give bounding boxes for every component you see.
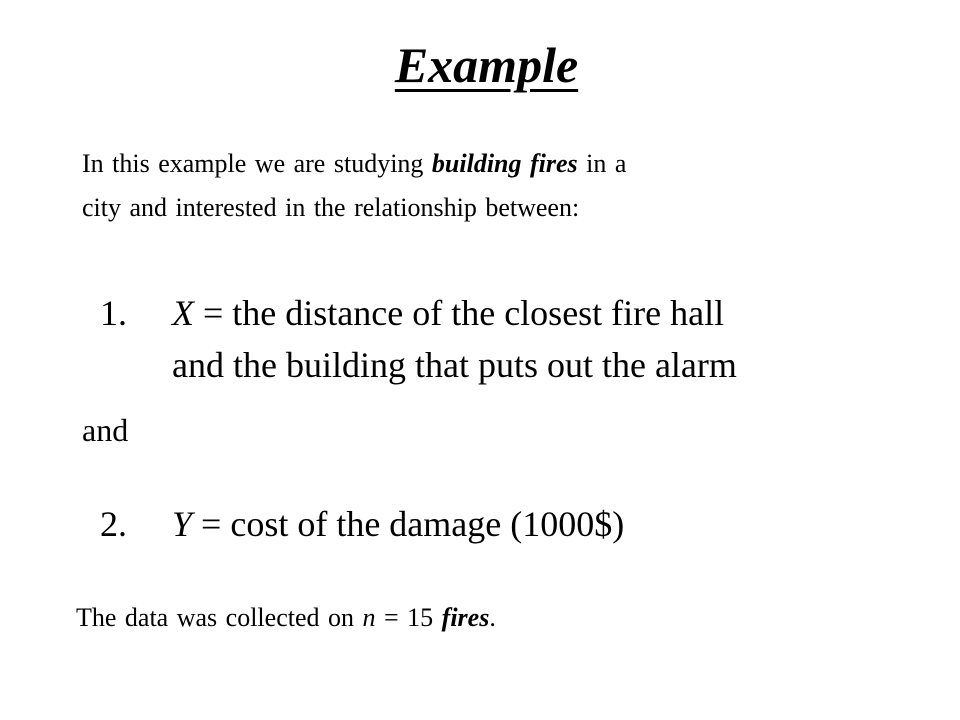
list-item-number: 2.: [100, 504, 127, 544]
list-item-x: [100, 287, 900, 397]
footer-note: [76, 598, 496, 638]
list-item-definition: = the distance of the closest fire hall: [194, 293, 725, 333]
variable-x: X: [172, 293, 194, 333]
variable-y: Y: [172, 504, 193, 544]
list-item-y: [100, 498, 900, 554]
list-item-definition-line2: and the building that puts out the alarm: [172, 345, 737, 385]
list-item-body: [172, 287, 737, 391]
connector-text: and: [82, 412, 129, 448]
footer-emphasis: fires: [441, 603, 490, 632]
footer-text-start: The data was collected on: [76, 603, 363, 632]
intro-emphasis: building fires: [431, 149, 578, 178]
list-item-definition: = cost of the damage (1000$): [192, 504, 625, 544]
footer-text-middle: = 15: [375, 603, 442, 632]
variable-n: n: [362, 603, 376, 632]
slide-title: Example: [394, 37, 579, 93]
intro-text-start: In this example we are studying: [82, 149, 432, 178]
intro-paragraph: [82, 142, 902, 230]
list-item-number: 1.: [100, 293, 127, 333]
intro-text-line2: city and interested in the relationship between:: [82, 193, 580, 222]
list-item-body: [172, 498, 624, 550]
intro-text-end: in a: [577, 149, 627, 178]
footer-text-end: .: [489, 603, 496, 632]
